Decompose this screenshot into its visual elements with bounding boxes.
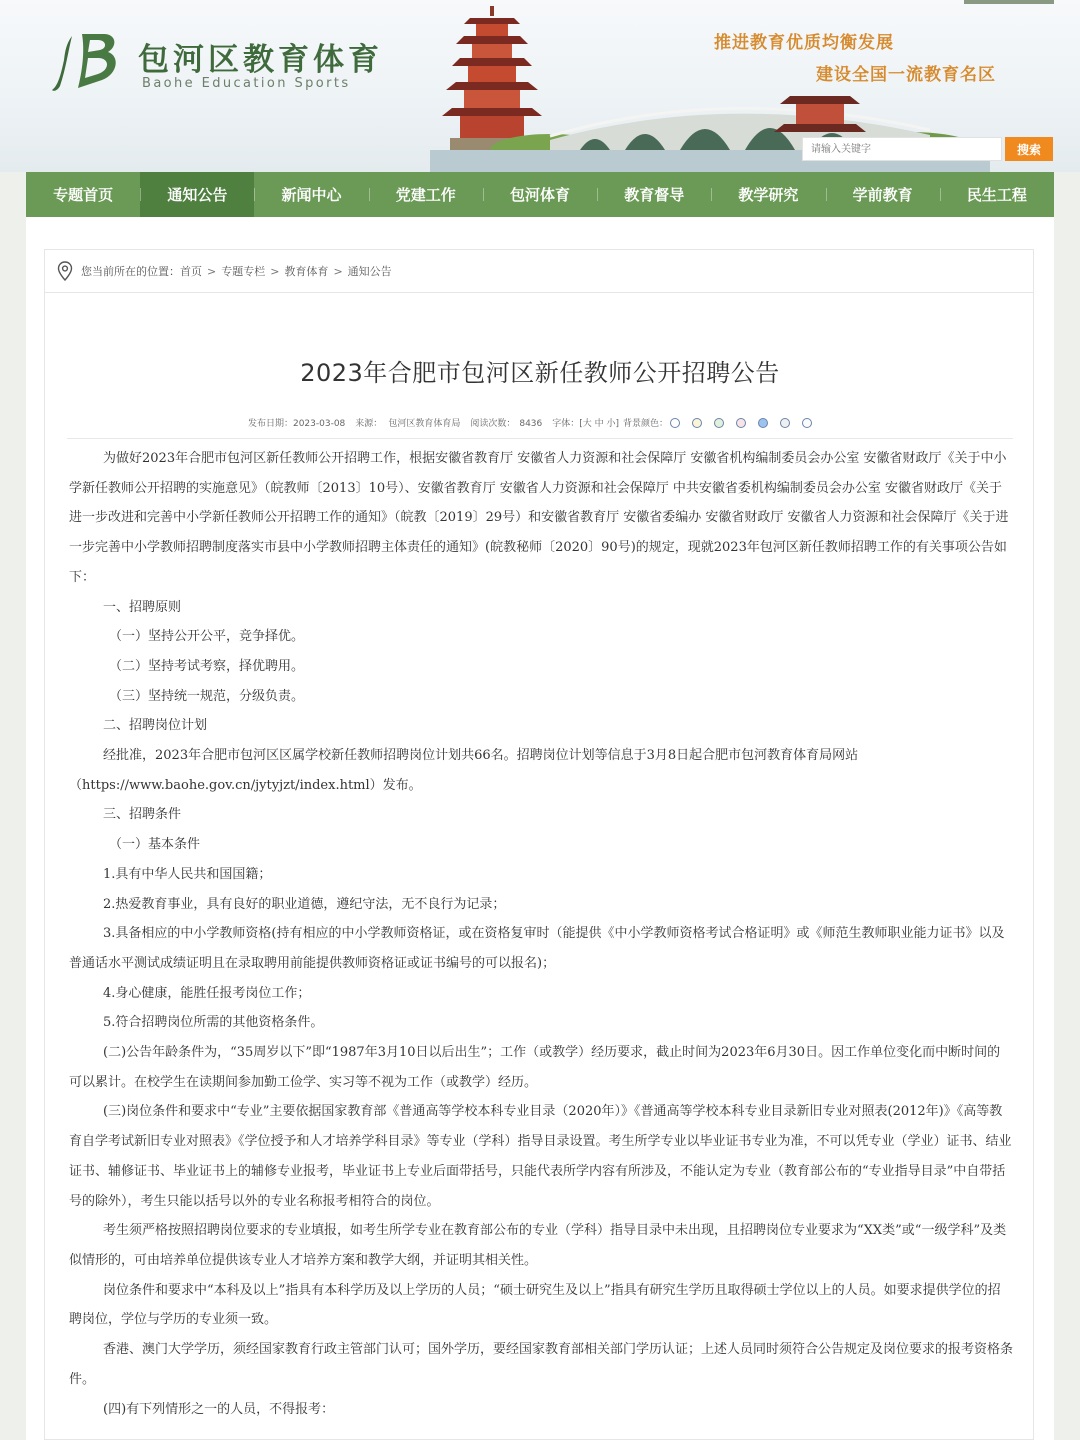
- meta-source-label: 来源：: [355, 419, 383, 429]
- background-color-picker: [670, 418, 822, 428]
- main-nav: [26, 172, 1054, 217]
- heading-conditions: 三、招聘条件: [103, 807, 182, 823]
- breadcrumb-separator: >: [270, 264, 280, 278]
- article-body: [69, 444, 1013, 1424]
- article-title: 2023年合肥市包河区新任教师公开招聘公告: [300, 359, 780, 387]
- bg-swatch-grey[interactable]: [780, 418, 790, 428]
- paragraph-exclusions: (四)有下列情形之一的人员，不得报考：: [103, 1401, 335, 1417]
- condition-item-4: 4.身心健康，能胜任报考岗位工作；: [103, 985, 311, 1001]
- paragraph-major-condition: (三)岗位条件和要求中“专业”主要依据国家教育部《普通高等学校本科专业目录（2020年）》《普通高等学校本科专业目录新旧专业对照表(2012年)》《高等教育自学考试新旧专业对照表》《学位授予和人才培养学科目录》等专业（学科）指导目录设置。考生所学专业以毕业证书专业为准，不可以凭专业（学业）证书、结业证书、辅修证书、毕业证书上的辅修专业报考，毕业证书上专业后面带括号，只能代表所学内容有所涉及，不能认定为专业（教育部公布的“专业指导目录”中自带括号的除外），考生只能以括号以外的专业名称报考相符合的岗位。: [69, 1104, 1012, 1209]
- meta-date-value: 2023-03-08: [292, 419, 346, 429]
- nav-item-livelihood-projects[interactable]: 民生工程: [940, 172, 1054, 217]
- paragraph-principle-1: （一）坚持公开公平，竞争择优。: [109, 629, 305, 645]
- breadcrumb-topics[interactable]: 专题专栏: [221, 265, 266, 278]
- meta-source: [355, 416, 460, 429]
- paragraph-age-condition: (二)公告年龄条件为，“35周岁以下”即“1987年3月10日以后出生”；工作（或教学）经历要求，截止时间为2023年6月30日。因工作单位变化而中断时间的可以累计。在校学生在读期间参加勤工俭学、实习等不视为工作（或教学）经历。: [69, 1045, 1001, 1090]
- meta-bg-label: 背景颜色：: [623, 419, 669, 429]
- site-name: 包河区教育体育: [138, 42, 383, 78]
- site-name-english: Baohe Education Sports: [142, 76, 351, 91]
- condition-item-3: 3.具备相应的中小学教师资格(持有相应的中小学教师资格证，或在资格复审时（能提供《中小学教师资格考试合格证明》或《师范生教师职业能力证书》以及普通话水平测试成绩证明且在录取聘用前能提供教师资格证或证书编号的可以报名)；: [69, 926, 1005, 971]
- condition-item-5: 5.符合招聘岗位所需的其他资格条件。: [103, 1015, 324, 1031]
- heading-basic-conditions: （一）基本条件: [109, 837, 201, 853]
- bg-swatch-blue[interactable]: [758, 418, 768, 428]
- nav-item-topic-home[interactable]: 专题首页: [53, 186, 114, 204]
- paragraph-principle-2: （二）坚持考试考察，择优聘用。: [109, 658, 305, 674]
- meta-date-label: 发布日期：: [247, 419, 293, 429]
- content-panel: [26, 217, 1054, 1440]
- condition-item-1: 1.具有中华人民共和国国籍；: [103, 866, 272, 882]
- paragraph-overseas-degree: 香港、澳门大学学历，须经国家教育行政主管部门认可；国外学历，要经国家教育部相关部门学历认证；上述人员同时须符合公告规定及岗位要求的报考资格条件。: [69, 1342, 1014, 1387]
- breadcrumb-separator: >: [333, 264, 343, 278]
- paragraph-degree-condition: 岗位条件和要求中“本科及以上”指具有本科学历及以上学历的人员；“硕士研究生及以上”指具有研究生学历且取得硕士学位以上的人员。如要求提供学位的招聘岗位，学位与学历的专业须一致。: [69, 1282, 1001, 1328]
- bg-swatch-light[interactable]: [802, 418, 812, 428]
- article-container: [44, 293, 1034, 1440]
- bg-swatch-yellow[interactable]: [692, 418, 702, 428]
- condition-item-2: 2.热爱教育事业，具有良好的职业道德，遵纪守法，无不良行为记录；: [103, 896, 506, 912]
- meta-views-value: 8436: [519, 419, 543, 429]
- breadcrumb-notices[interactable]: 通知公告: [347, 265, 392, 278]
- search-button[interactable]: 搜索: [1005, 137, 1053, 161]
- nav-item-party-building[interactable]: 党建工作: [369, 172, 483, 217]
- location-pin-icon: [57, 261, 73, 281]
- breadcrumb-education-sports[interactable]: 教育体育: [284, 265, 329, 278]
- meta-source-value: 包河区教育体育局: [388, 419, 461, 429]
- bg-swatch-green[interactable]: [714, 418, 724, 428]
- article-meta: [45, 416, 1035, 429]
- nav-item-preschool-education[interactable]: 学前教育: [826, 172, 940, 217]
- heading-principles: 一、招聘原则: [103, 599, 182, 615]
- breadcrumb-home[interactable]: 首页: [180, 265, 202, 278]
- meta-views: [470, 416, 542, 429]
- bg-swatch-pink[interactable]: [736, 418, 746, 428]
- site-logo-icon[interactable]: [52, 30, 122, 94]
- meta-views-label: 阅读次数：: [470, 419, 516, 429]
- article-divider: [67, 438, 1013, 439]
- font-size-switch[interactable]: 字体：[大 中 小]: [552, 419, 619, 429]
- breadcrumb-prefix: 您当前所在的位置：: [81, 265, 180, 278]
- nav-item-notices[interactable]: 通知公告: [140, 172, 254, 217]
- site-header: [0, 0, 1080, 172]
- search-input[interactable]: [802, 137, 1002, 161]
- paragraph-principle-3: （三）坚持统一规范，分级负责。: [109, 688, 305, 704]
- nav-item-teaching-research[interactable]: 教学研究: [711, 172, 825, 217]
- meta-date: [248, 416, 345, 429]
- nav-item-education-supervision[interactable]: 教育督导: [597, 172, 711, 217]
- paragraph-position-plan: 经批准，2023年合肥市包河区区属学校新任教师招聘岗位计划共66名。招聘岗位计划等信息于3月8日起合肥市包河教育体育局网站（https://www.baohe.gov.cn/jytyjzt/index.html）发布。: [69, 748, 859, 793]
- heading-position-plan: 二、招聘岗位计划: [103, 718, 208, 734]
- nav-item-baohe-sports[interactable]: 包河体育: [483, 172, 597, 217]
- slogan-2: 建设全国一流教育名区: [816, 65, 996, 85]
- paragraph-intro: 为做好2023年合肥市包河区新任教师公开招聘工作，根据安徽省教育厅 安徽省人力资源和社会保障厅 安徽省机构编制委员会办公室 安徽省财政厅《关于中小学新任教师公开招聘的实施意见》（皖教师〔2013〕10号）、安徽省教育厅 安徽省人力资源和社会保障厅 中共安徽省委机构编制委员会办公室 安徽省财政厅《关于进一步改进和完善中小学新任教师公开招聘工作的通知》（皖教〔2019〕29号）和安徽省教育厅 安徽省委编办 安徽省财政厅 安徽省人力资源和社会保障厅《关于进一步完善中小学教师招聘制度落实市县中小学教师招聘主体责任的通知》(皖教秘师〔2020〕90号)的规定，现就2023年包河区新任教师招聘工作的有关事项公告如下：: [69, 451, 1009, 585]
- breadcrumb: [44, 249, 1034, 293]
- bg-swatch-white[interactable]: [670, 418, 680, 428]
- nav-item-news-center[interactable]: 新闻中心: [254, 172, 368, 217]
- breadcrumb-separator: >: [207, 264, 217, 278]
- paragraph-major-filling: 考生须严格按照招聘岗位要求的专业填报，如考生所学专业在教育部公布的专业（学科）指导目录中未出现，且招聘岗位专业要求为“XX类”或“一级学科”及类似情形的，可由培养单位提供该专业人才培养方案和教学大纲，并证明其相关性。: [69, 1223, 1007, 1268]
- slogan-1: 推进教育优质均衡发展: [714, 33, 894, 53]
